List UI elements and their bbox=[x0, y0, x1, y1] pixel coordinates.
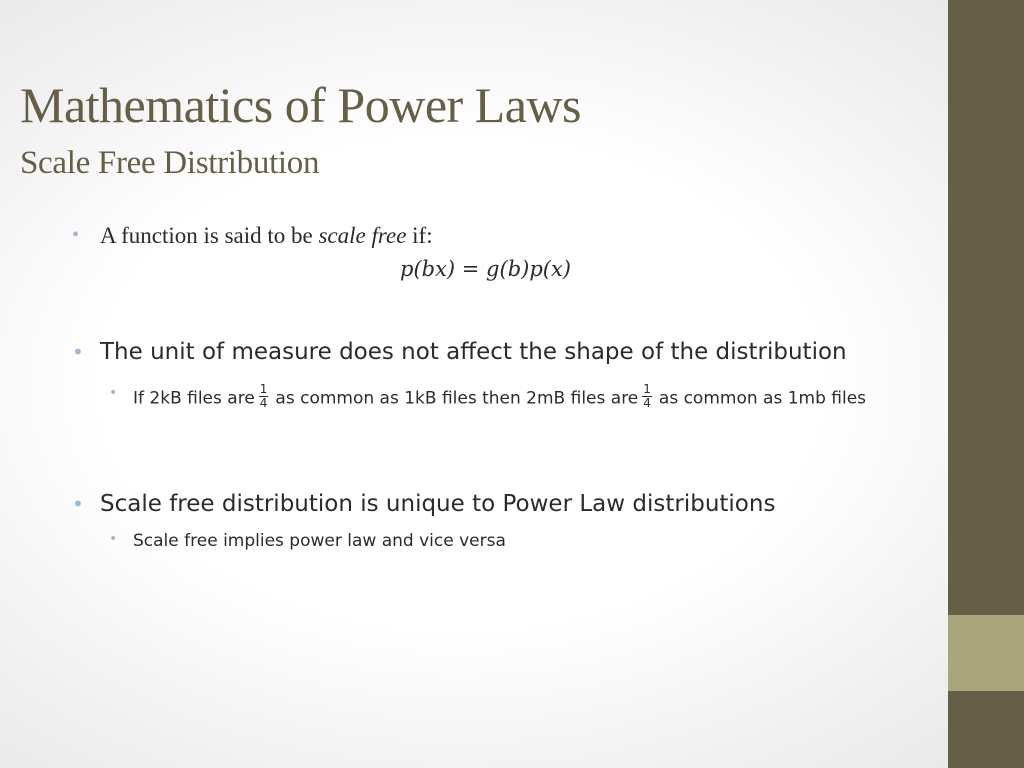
bullet-text: A function is said to be bbox=[100, 223, 319, 248]
bullet-unit-of-measure bbox=[72, 339, 847, 365]
bullet-text: The unit of measure does not affect the shape of the distribution bbox=[100, 339, 847, 365]
fraction-numerator: 1 bbox=[643, 382, 651, 396]
bullet-unique-to-power-law bbox=[72, 491, 776, 517]
sub-bullet-file-example bbox=[109, 382, 867, 412]
fraction-numerator: 1 bbox=[259, 382, 268, 396]
sub-bullet-text: Scale free implies power law and vice versa bbox=[133, 531, 506, 551]
bullet-text: if: bbox=[406, 223, 433, 248]
slide-subtitle: Scale Free Distribution bbox=[20, 145, 320, 181]
sub-bullet-text: as common as 1kB files then 2mB files are bbox=[275, 388, 639, 409]
sub-bullet-text: as common as 1mb files bbox=[658, 388, 867, 409]
sub-bullet-implies bbox=[109, 531, 506, 551]
fraction-denominator: 4 bbox=[643, 396, 651, 410]
slide-title: Mathematics of Power Laws bbox=[20, 77, 581, 133]
bullet-scale-free-definition bbox=[72, 223, 433, 249]
bullet-dot: • bbox=[109, 531, 118, 547]
bullet-dot: • bbox=[72, 340, 84, 364]
fraction-one-quarter bbox=[642, 383, 652, 410]
bullet-dot: • bbox=[72, 492, 84, 516]
fraction-one-quarter bbox=[259, 383, 269, 410]
sidebar-accent-block bbox=[948, 615, 1024, 691]
sub-bullet-text: If 2kB files are bbox=[133, 388, 255, 409]
bullet-text: Scale free distribution is unique to Power Law distributions bbox=[100, 491, 776, 517]
bullet-dot: • bbox=[109, 385, 118, 401]
emphasis-text: scale free bbox=[318, 223, 407, 248]
bullet-dot: • bbox=[72, 224, 80, 246]
scale-free-formula: p(bx) = g(b)p(x) bbox=[400, 257, 572, 281]
fraction-denominator: 4 bbox=[259, 396, 268, 410]
